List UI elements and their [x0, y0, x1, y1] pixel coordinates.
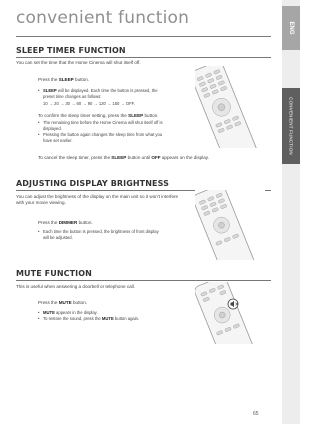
sleep-timer-rule	[16, 57, 271, 58]
remote-control-illustration	[195, 190, 265, 260]
mute-key: MUTE	[43, 310, 55, 315]
sleep-timer-bullets	[38, 88, 158, 100]
sleep-timer-intro: You can set the time that the Home Cinema will shut itself off.	[16, 60, 141, 65]
bullet-text: appears in the display.	[54, 310, 98, 315]
bullet-text: will be displayed. Each time the button is pressed, the preset time changes as follows:	[43, 88, 158, 99]
side-section-tab	[282, 88, 300, 164]
cancel-text: To cancel the sleep timer, press the	[38, 155, 112, 160]
confirm-text: button.	[143, 113, 159, 118]
side-language-label: ENG	[288, 21, 294, 35]
cancel-text: appears on the display.	[160, 155, 210, 160]
side-tab	[282, 0, 300, 424]
side-language-tab	[282, 6, 300, 50]
sleep-sequence: 10 → 20 → 30 → 60 → 90 → 120 → 150 → OFF.	[43, 101, 135, 106]
list-item: • Pressing the button again changes the sleep time from what you have set earlier.	[38, 132, 163, 144]
bullet-text: button again.	[113, 316, 140, 321]
list-item	[38, 316, 168, 322]
remote-control-drawing	[195, 66, 265, 148]
sleep-confirm-bullets	[38, 120, 163, 144]
mute-key: MUTE	[101, 316, 114, 321]
dimmer-key: DIMMER	[58, 220, 78, 225]
remote-control-drawing	[195, 282, 265, 344]
brightness-heading: ADJUSTING DISPLAY BRIGHTNESS	[16, 179, 169, 188]
title-rule	[16, 36, 271, 37]
confirm-text: To confirm the sleep timer setting, press the	[38, 113, 129, 118]
sleep-key: SLEEP	[43, 88, 57, 93]
sleep-key: SLEEP	[58, 77, 74, 82]
page-number: 65	[253, 411, 259, 417]
page-title: convenient function	[16, 8, 190, 28]
remote-control-drawing	[195, 190, 265, 260]
mute-rule	[16, 280, 271, 281]
list-item: • Each time the button is pressed, the brightness of front display will be adjusted.	[38, 229, 163, 241]
sleep-cancel	[38, 155, 228, 160]
sleep-confirm	[38, 113, 198, 119]
mute-button-icon	[228, 299, 238, 309]
list-item	[38, 88, 158, 100]
step-text: Press the	[38, 77, 59, 82]
remote-control-illustration	[195, 66, 265, 148]
sleep-key: SLEEP	[128, 113, 144, 118]
step-text: Press the	[38, 220, 59, 225]
sleep-timer-heading: SLEEP TIMER FUNCTION	[16, 46, 126, 55]
mute-key: MUTE	[58, 300, 72, 305]
brightness-intro: You can adjust the brightness of the display on the main unit so it won't interfere with your movie viewing.	[16, 194, 179, 206]
brightness-bullets	[38, 229, 163, 241]
step-text: Press the	[38, 300, 59, 305]
brightness-step	[38, 220, 93, 225]
sleep-key: SLEEP	[111, 155, 127, 160]
list-item: • The remaining time before the Home Cinema will shut itself off is displayed.	[38, 120, 163, 132]
cancel-text: button until	[126, 155, 152, 160]
mute-step	[38, 300, 87, 305]
remote-control-illustration	[195, 282, 265, 344]
step-text: button.	[71, 300, 88, 305]
mute-bullets	[38, 310, 168, 322]
step-text: button.	[73, 77, 90, 82]
off-key: OFF	[151, 155, 161, 160]
step-text: button.	[77, 220, 93, 225]
bullet-text: To restore the sound, press the	[43, 316, 102, 321]
side-section-label: CONVENIENT FUNCTION	[288, 97, 294, 155]
mute-heading: MUTE FUNCTION	[16, 269, 92, 278]
sleep-timer-step	[38, 77, 89, 82]
mute-intro: This is useful when answering a doorbell or telephone call.	[16, 284, 135, 289]
